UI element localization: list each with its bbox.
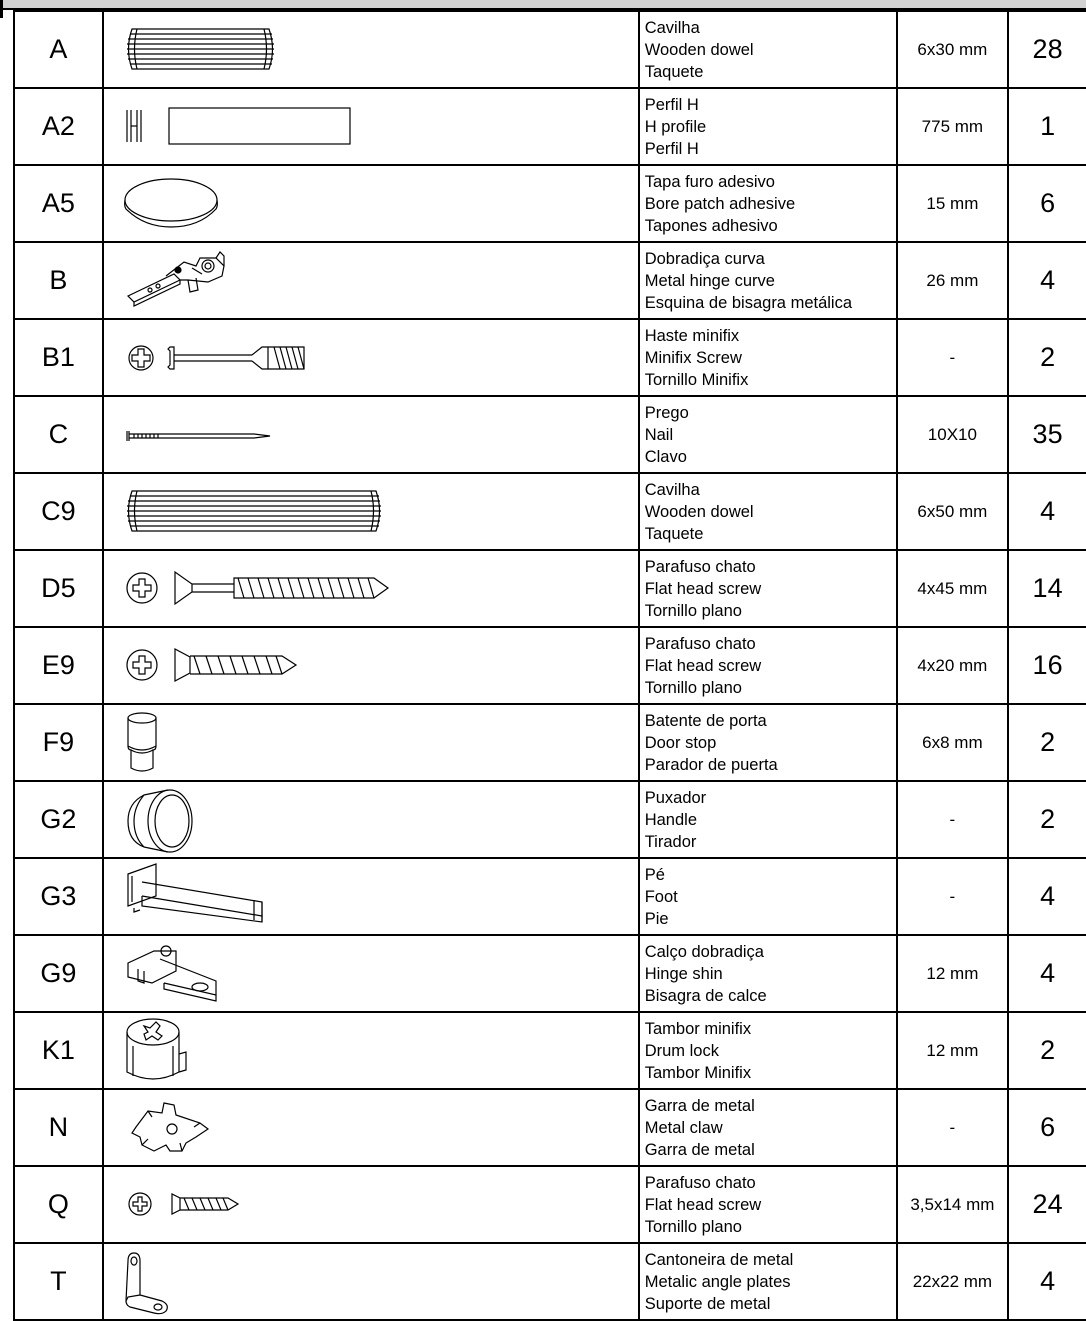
part-quantity: 4 xyxy=(1008,1243,1086,1320)
table-row xyxy=(14,858,1086,935)
table-row xyxy=(14,1089,1086,1166)
part-code: F9 xyxy=(14,704,103,781)
part-quantity: 4 xyxy=(1008,858,1086,935)
part-size: - xyxy=(897,781,1009,858)
part-code: D5 xyxy=(14,550,103,627)
table-row xyxy=(14,242,1086,319)
part-size: 6x8 mm xyxy=(897,704,1009,781)
part-quantity: 4 xyxy=(1008,935,1086,1012)
handle-icon xyxy=(103,781,639,858)
description-pt: Puxador xyxy=(644,788,707,807)
part-description xyxy=(639,627,897,704)
table-row xyxy=(14,165,1086,242)
table-row xyxy=(14,627,1086,704)
flat-head-screw-long-icon xyxy=(103,550,639,627)
description-en: Metal claw xyxy=(644,1118,723,1137)
table-row xyxy=(14,550,1086,627)
table-row xyxy=(14,473,1086,550)
part-code: N xyxy=(14,1089,103,1166)
metal-hinge-icon xyxy=(103,242,639,319)
part-size: 10X10 xyxy=(897,396,1009,473)
description-pt: Cantoneira de metal xyxy=(644,1250,794,1269)
description-en: Wooden dowel xyxy=(644,40,754,59)
description-pt: Parafuso chato xyxy=(644,1173,756,1192)
table-row xyxy=(14,396,1086,473)
part-size: - xyxy=(897,319,1009,396)
part-size: - xyxy=(897,1089,1009,1166)
part-code: A5 xyxy=(14,165,103,242)
description-en: Flat head screw xyxy=(644,656,762,675)
description-es: Pie xyxy=(644,909,669,928)
description-pt: Pé xyxy=(644,865,665,884)
description-es: Tornillo Minifix xyxy=(644,370,749,389)
part-quantity: 24 xyxy=(1008,1166,1086,1243)
description-en: Door stop xyxy=(644,733,717,752)
part-quantity: 6 xyxy=(1008,165,1086,242)
part-description xyxy=(639,165,897,242)
description-en: Flat head screw xyxy=(644,579,762,598)
part-quantity: 28 xyxy=(1008,11,1086,88)
description-es: Taquete xyxy=(644,524,704,543)
table-row xyxy=(14,319,1086,396)
part-size: 3,5x14 mm xyxy=(897,1166,1009,1243)
description-pt: Perfil H xyxy=(644,95,699,114)
part-description xyxy=(639,935,897,1012)
part-code: C9 xyxy=(14,473,103,550)
hinge-shin-icon xyxy=(103,935,639,1012)
description-es: Tapones adhesivo xyxy=(644,216,778,235)
wooden-dowel-long-icon xyxy=(103,473,639,550)
part-description xyxy=(639,1166,897,1243)
description-es: Tornillo plano xyxy=(644,1217,742,1236)
part-size: 22x22 mm xyxy=(897,1243,1009,1320)
part-description xyxy=(639,473,897,550)
table-row xyxy=(14,11,1086,88)
part-description xyxy=(639,781,897,858)
minifix-screw-icon xyxy=(103,319,639,396)
part-size: 12 mm xyxy=(897,1012,1009,1089)
description-pt: Parafuso chato xyxy=(644,634,756,653)
table-row xyxy=(14,704,1086,781)
description-pt: Dobradiça curva xyxy=(644,249,765,268)
part-code: E9 xyxy=(14,627,103,704)
part-quantity: 4 xyxy=(1008,242,1086,319)
part-quantity: 6 xyxy=(1008,1089,1086,1166)
description-en: Metalic angle plates xyxy=(644,1272,791,1291)
part-description xyxy=(639,11,897,88)
description-en: Foot xyxy=(644,887,678,906)
drum-lock-icon xyxy=(103,1012,639,1089)
bore-patch-icon xyxy=(103,165,639,242)
part-size: 4x45 mm xyxy=(897,550,1009,627)
part-code: T xyxy=(14,1243,103,1320)
door-stop-icon xyxy=(103,704,639,781)
description-en: Flat head screw xyxy=(644,1195,762,1214)
table-row xyxy=(14,781,1086,858)
flat-head-screw-medium-icon xyxy=(103,627,639,704)
description-pt: Haste minifix xyxy=(644,326,740,345)
description-pt: Cavilha xyxy=(644,18,700,37)
part-description xyxy=(639,88,897,165)
nail-icon xyxy=(103,396,639,473)
part-code: G2 xyxy=(14,781,103,858)
description-pt: Parafuso chato xyxy=(644,557,756,576)
part-description xyxy=(639,704,897,781)
description-en: Minifix Screw xyxy=(644,348,742,367)
part-description xyxy=(639,1243,897,1320)
part-size: 4x20 mm xyxy=(897,627,1009,704)
description-es: Bisagra de calce xyxy=(644,986,767,1005)
description-es: Tambor Minifix xyxy=(644,1063,752,1082)
description-en: Nail xyxy=(644,425,674,444)
part-description xyxy=(639,242,897,319)
part-code: A xyxy=(14,11,103,88)
description-pt: Cavilha xyxy=(644,480,700,499)
part-quantity: 1 xyxy=(1008,88,1086,165)
part-size: 6x50 mm xyxy=(897,473,1009,550)
description-en: Drum lock xyxy=(644,1041,719,1060)
description-pt: Garra de metal xyxy=(644,1096,755,1115)
description-pt: Batente de porta xyxy=(644,711,767,730)
description-en: Handle xyxy=(644,810,698,829)
part-code: B1 xyxy=(14,319,103,396)
part-size: 12 mm xyxy=(897,935,1009,1012)
description-en: Wooden dowel xyxy=(644,502,754,521)
table-row xyxy=(14,88,1086,165)
table-row xyxy=(14,1166,1086,1243)
description-es: Tirador xyxy=(644,832,697,851)
part-code: C xyxy=(14,396,103,473)
part-quantity: 14 xyxy=(1008,550,1086,627)
metal-claw-icon xyxy=(103,1089,639,1166)
parts-table xyxy=(13,10,1086,1321)
description-es: Taquete xyxy=(644,62,704,81)
description-es: Tornillo plano xyxy=(644,678,742,697)
part-code: G9 xyxy=(14,935,103,1012)
description-es: Clavo xyxy=(644,447,687,466)
part-description xyxy=(639,1089,897,1166)
description-en: Bore patch adhesive xyxy=(644,194,796,213)
part-quantity: 35 xyxy=(1008,396,1086,473)
description-en: Metal hinge curve xyxy=(644,271,775,290)
part-size: 6x30 mm xyxy=(897,11,1009,88)
description-pt: Tapa furo adesivo xyxy=(644,172,775,191)
description-en: Hinge shin xyxy=(644,964,723,983)
part-size: 775 mm xyxy=(897,88,1009,165)
description-es: Suporte de metal xyxy=(644,1294,771,1313)
table-row xyxy=(14,1012,1086,1089)
top-border-tick xyxy=(0,0,3,18)
flat-head-screw-short-icon xyxy=(103,1166,639,1243)
top-border-bar xyxy=(0,0,1086,10)
part-quantity: 2 xyxy=(1008,1012,1086,1089)
part-size: 26 mm xyxy=(897,242,1009,319)
part-quantity: 2 xyxy=(1008,704,1086,781)
description-es: Perfil H xyxy=(644,139,699,158)
part-description xyxy=(639,550,897,627)
part-description xyxy=(639,1012,897,1089)
part-description xyxy=(639,858,897,935)
description-en: H profile xyxy=(644,117,707,136)
part-description xyxy=(639,319,897,396)
part-quantity: 4 xyxy=(1008,473,1086,550)
foot-icon xyxy=(103,858,639,935)
part-description xyxy=(639,396,897,473)
description-pt: Calço dobradiça xyxy=(644,942,764,961)
part-quantity: 2 xyxy=(1008,319,1086,396)
part-quantity: 2 xyxy=(1008,781,1086,858)
h-profile-icon xyxy=(103,88,639,165)
part-code: K1 xyxy=(14,1012,103,1089)
part-quantity: 16 xyxy=(1008,627,1086,704)
part-code: G3 xyxy=(14,858,103,935)
description-es: Tornillo plano xyxy=(644,601,742,620)
description-es: Parador de puerta xyxy=(644,755,778,774)
angle-plate-icon xyxy=(103,1243,639,1320)
description-es: Esquina de bisagra metálica xyxy=(644,293,853,312)
part-size: - xyxy=(897,858,1009,935)
part-code: Q xyxy=(14,1166,103,1243)
description-pt: Tambor minifix xyxy=(644,1019,752,1038)
part-code: A2 xyxy=(14,88,103,165)
description-es: Garra de metal xyxy=(644,1140,755,1159)
table-row xyxy=(14,935,1086,1012)
description-pt: Prego xyxy=(644,403,689,422)
table-row xyxy=(14,1243,1086,1320)
part-code: B xyxy=(14,242,103,319)
wooden-dowel-short-icon xyxy=(103,11,639,88)
part-size: 15 mm xyxy=(897,165,1009,242)
